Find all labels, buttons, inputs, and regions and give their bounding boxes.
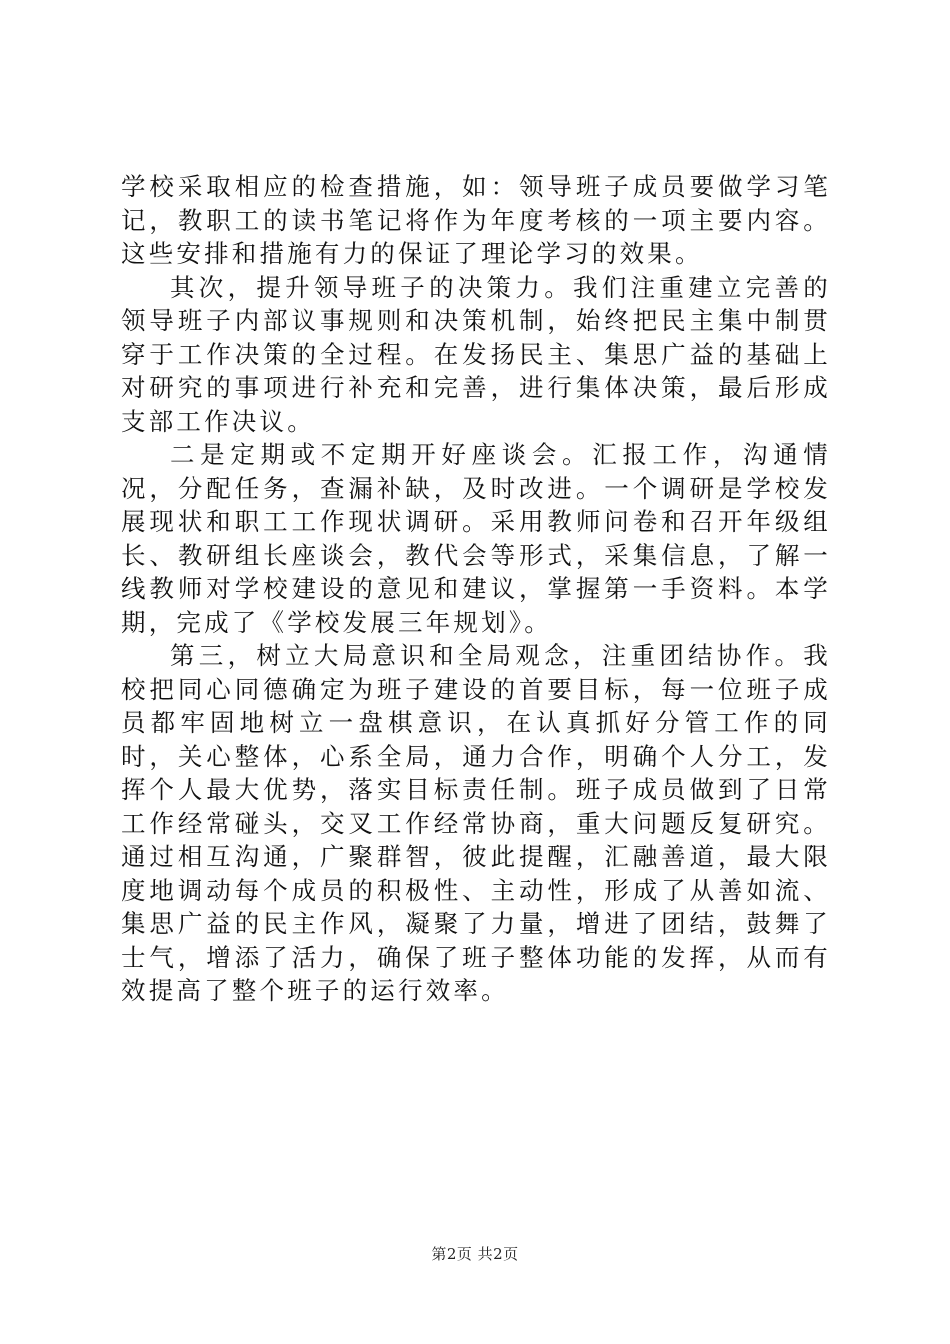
paragraph-teamwork: 第三，树立大局意识和全局观念，注重团结协作。我校把同心同德确定为班子建设的首要目标，每一位班子成员都牢固地树立一盘棋意识，在认真抓好分管工作的同时，关心整体，心系全局，通力合作，明确个人分工，发挥个人最大优势，落实目标责任制。班子成员做到了日常工作经常碰头，交叉工作经常协商，重大问题反复研究。通过相互沟通，广聚群智，彼此提醒，汇融善道，最大限度地调动每个成员的积极性、主动性，形成了从善如流、集思广益的民主作风，凝聚了力量，增进了团结，鼓舞了士气，增添了活力，确保了班子整体功能的发挥，从而有效提高了整个班子的运行效率。 (121, 641, 831, 1005)
paragraph-decision-making: 其次，提升领导班子的决策力。我们注重建立完善的领导班子内部议事规则和决策机制，始终把民主集中制贯穿于工作决策的全过程。在发扬民主、集思广益的基础上对研究的事项进行补充和完善，进行集体决策，最后形成支部工作决议。 (121, 272, 831, 436)
paragraph-symposium: 二是定期或不定期开好座谈会。汇报工作，沟通情况，分配任务，查漏补缺，及时改进。一个调研是学校发展现状和职工工作现状调研。采用教师问卷和召开年级组长、教研组长座谈会，教代会等形式，采集信息，了解一线教师对学校建设的意见和建议，掌握第一手资料。本学期，完成了《学校发展三年规划》。 (121, 440, 831, 637)
page-number-footer: 第2页 共2页 (431, 1245, 519, 1263)
document-body (121, 170, 831, 1008)
paragraph-continuation: 学校采取相应的检查措施，如：领导班子成员要做学习笔记，教职工的读书笔记将作为年度考核的一项主要内容。这些安排和措施有力的保证了理论学习的效果。 (121, 172, 831, 268)
